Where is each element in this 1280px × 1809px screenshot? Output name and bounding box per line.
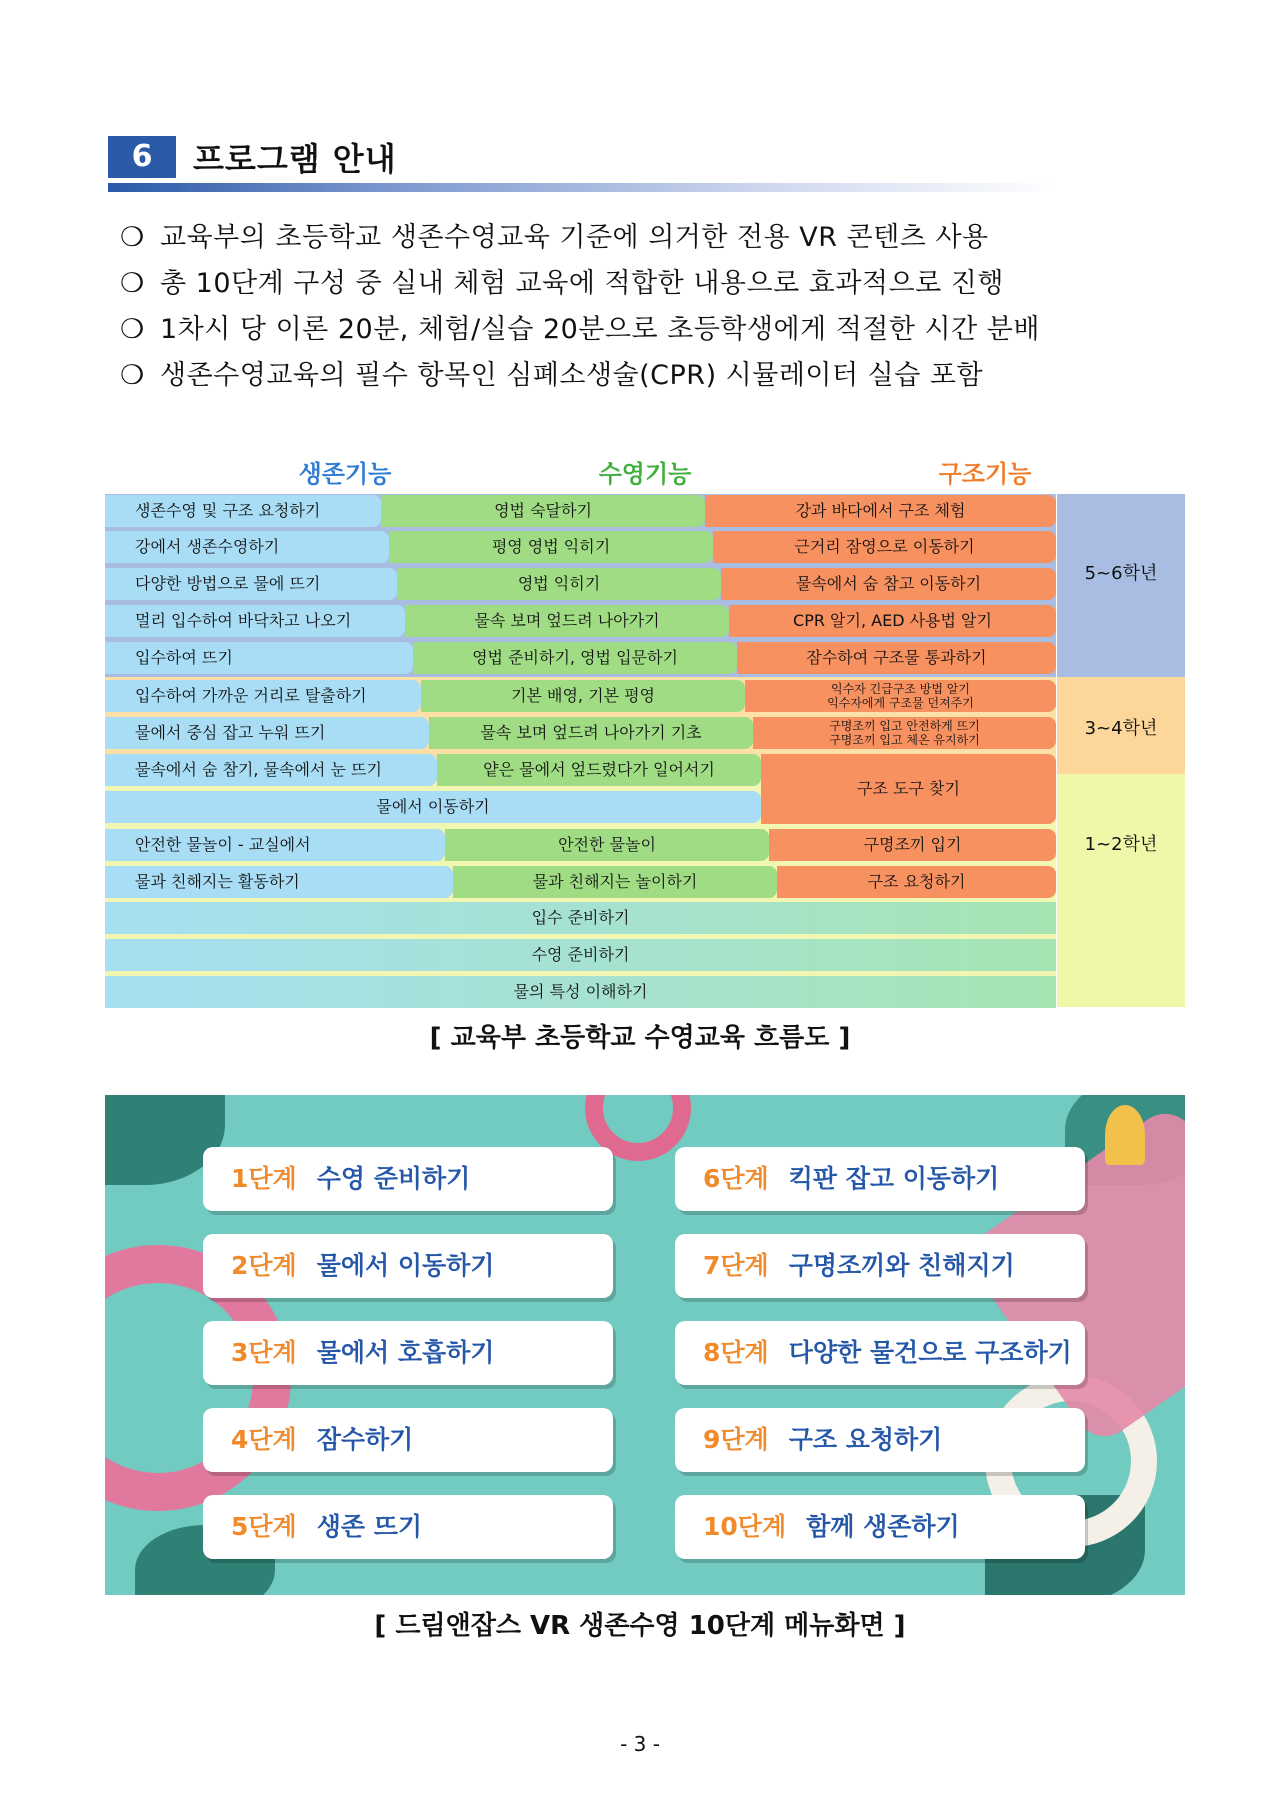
survival-item: 생존수영 및 구조 요청하기 [105, 495, 381, 527]
grade-label-3-4: 3~4학년 [1057, 677, 1185, 774]
bullet-text: 총 10단계 구성 중 실내 체험 교육에 적합한 내용으로 효과적으로 진행 [160, 268, 1004, 299]
circle-bullet-icon: ❍ [120, 222, 145, 253]
header-survival: 생존기능 [298, 460, 392, 488]
survival-item: 멀리 입수하여 바닥차고 나오기 [105, 605, 405, 637]
survival-item: 물에서 중심 잡고 누워 뜨기 [105, 717, 429, 749]
menu-step-3-button[interactable]: 3단계 물에서 호흡하기 [203, 1321, 613, 1385]
section-title: 프로그램 안내 [193, 140, 397, 178]
circle-bullet-icon: ❍ [120, 360, 145, 391]
rescue-item: 익수자 긴급구조 방법 알기 익수자에게 구조물 던져주기 [745, 680, 1056, 712]
survival-item: 안전한 물놀이 - 교실에서 [105, 829, 445, 861]
swimming-item: 영법 준비하기, 영법 입문하기 [413, 642, 737, 674]
menu-step-8-button[interactable]: 8단계 다양한 물건으로 구조하기 [675, 1321, 1085, 1385]
rescue-item: 근거리 잠영으로 이동하기 [713, 531, 1056, 563]
section-number: 6 [108, 136, 176, 178]
survival-item: 입수하여 가까운 거리로 탈출하기 [105, 680, 421, 712]
swimming-item: 물과 친해지는 놀이하기 [453, 866, 777, 898]
common-item: 수영 준비하기 [105, 939, 1056, 971]
rescue-item: 구명조끼 입기 [769, 829, 1056, 861]
rescue-item: 구조 요청하기 [777, 866, 1056, 898]
grade-label-5-6: 5~6학년 [1057, 494, 1185, 677]
bullet-text: 생존수영교육의 필수 항목인 심폐소생술(CPR) 시뮬레이터 실습 포함 [160, 360, 984, 391]
flower-decoration [1105, 1105, 1145, 1165]
rescue-item: 잠수하여 구조물 통과하기 [737, 642, 1056, 674]
survival-item: 물속에서 숨 참기, 물속에서 눈 뜨기 [105, 754, 437, 786]
swimming-item: 물속 보며 엎드려 나아가기 [405, 605, 729, 637]
swimming-item: 평영 영법 익히기 [389, 531, 713, 563]
bullet-text: 교육부의 초등학교 생존수영교육 기준에 의거한 전용 VR 콘텐츠 사용 [160, 222, 989, 253]
survival-item: 입수하여 뜨기 [105, 642, 413, 674]
section-underline [108, 183, 1058, 192]
swimming-education-flowchart [105, 442, 1185, 1007]
survival-item: 강에서 생존수영하기 [105, 531, 389, 563]
circle-bullet-icon: ❍ [120, 268, 145, 299]
menu-step-2-button[interactable]: 2단계 물에서 이동하기 [203, 1234, 613, 1298]
bullet-item [120, 353, 983, 392]
survival-item: 물과 친해지는 활동하기 [105, 866, 453, 898]
bullet-item [120, 261, 1004, 300]
swimming-item: 물속 보며 엎드려 나아가기 기초 [429, 717, 753, 749]
header-rescue: 구조기능 [938, 460, 1032, 488]
swimming-item: 영법 익히기 [397, 568, 721, 600]
header-swimming: 수영기능 [598, 460, 692, 488]
common-item: 입수 준비하기 [105, 902, 1056, 934]
rescue-item: 강과 바다에서 구조 체험 [705, 495, 1056, 527]
menu-step-7-button[interactable]: 7단계 구명조끼와 친해지기 [675, 1234, 1085, 1298]
swimming-item: 영법 숙달하기 [381, 495, 705, 527]
page-number: - 3 - [620, 1732, 660, 1756]
flowchart-caption: [ 교육부 초등학교 수영교육 흐름도 ] [429, 1023, 851, 1053]
swimming-item: 얕은 물에서 엎드렸다가 일어서기 [437, 754, 761, 786]
common-item: 물의 특성 이해하기 [105, 976, 1056, 1008]
survival-item: 다양한 방법으로 물에 뜨기 [105, 568, 397, 600]
menu-step-10-button[interactable]: 10단계 함께 생존하기 [675, 1495, 1085, 1559]
circle-bullet-icon: ❍ [120, 314, 145, 345]
bullet-item [120, 215, 989, 254]
menu-step-1-button[interactable]: 1단계 수영 준비하기 [203, 1147, 613, 1211]
menu-step-6-button[interactable]: 6단계 킥판 잡고 이동하기 [675, 1147, 1085, 1211]
rescue-item: 구명조끼 입고 안전하게 뜨기 구명조끼 입고 체온 유지하기 [753, 717, 1056, 749]
swimming-item: 안전한 물놀이 [445, 829, 769, 861]
vr-menu-caption: [ 드림앤잡스 VR 생존수영 10단계 메뉴화면 ] [374, 1611, 906, 1641]
survival-swimming-item: 물에서 이동하기 [105, 791, 761, 823]
vr-menu-screen [105, 1095, 1185, 1595]
bullet-item [120, 307, 1040, 346]
rescue-item: 구조 도구 찾기 [761, 754, 1056, 824]
rescue-item: CPR 알기, AED 사용법 알기 [729, 605, 1056, 637]
grade-label-1-2: 1~2학년 [1057, 774, 1185, 1007]
menu-step-4-button[interactable]: 4단계 잠수하기 [203, 1408, 613, 1472]
menu-step-5-button[interactable]: 5단계 생존 뜨기 [203, 1495, 613, 1559]
swimming-item: 기본 배영, 기본 평영 [421, 680, 745, 712]
rescue-item: 물속에서 숨 참고 이동하기 [721, 568, 1056, 600]
menu-step-9-button[interactable]: 9단계 구조 요청하기 [675, 1408, 1085, 1472]
bullet-text: 1차시 당 이론 20분, 체험/실습 20분으로 초등학생에게 적절한 시간 분배 [160, 314, 1040, 345]
